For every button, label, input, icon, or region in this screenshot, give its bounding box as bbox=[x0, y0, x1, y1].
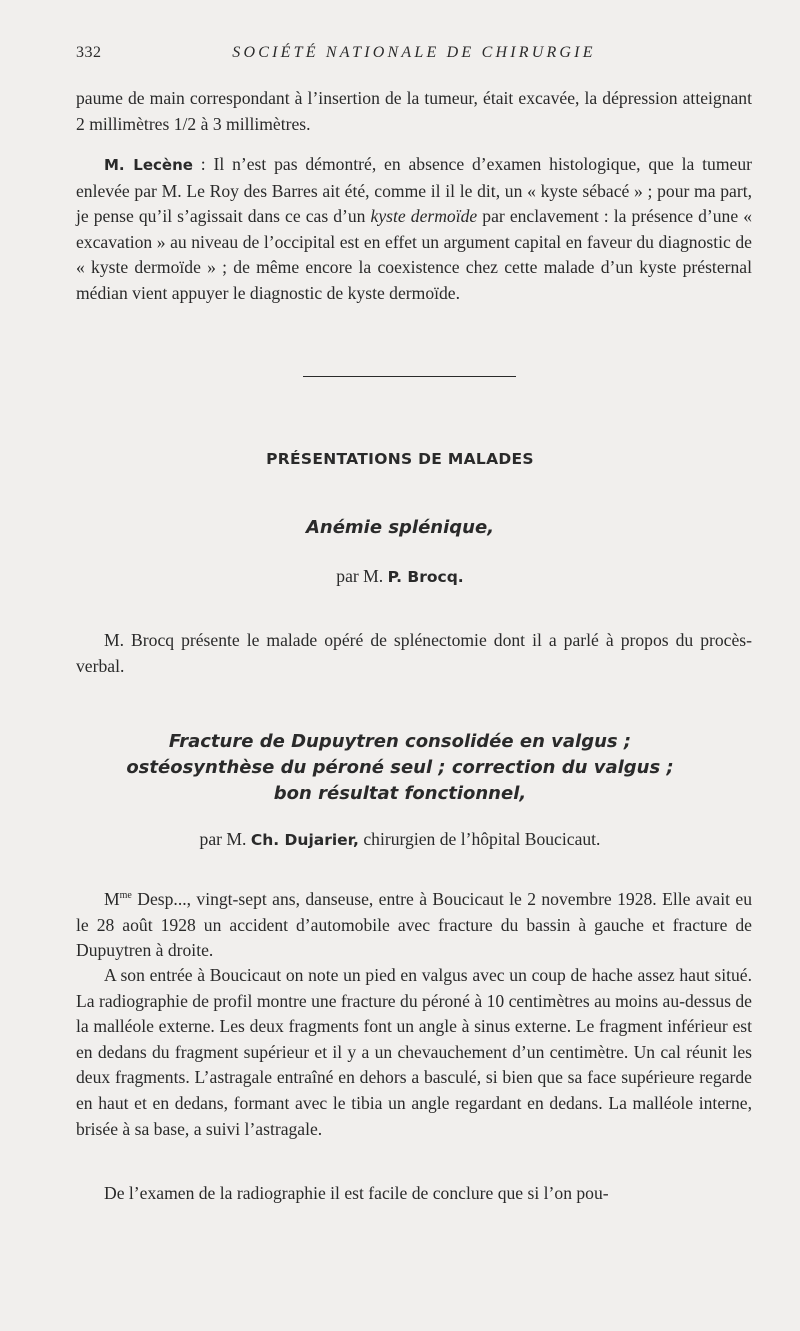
case2-paragraph-1 bbox=[76, 887, 752, 964]
journal-title: SOCIÉTÉ NATIONALE DE CHIRURGIE bbox=[232, 44, 596, 61]
case2-title-line-2: ostéosynthèse du péroné seul ; correction du valgus ; bbox=[126, 757, 674, 778]
speaker-name: M. Lecène bbox=[104, 156, 193, 174]
page-number: 332 bbox=[76, 44, 102, 61]
case1-paragraph: M. Brocq présente le malade opéré de splénectomie dont il a parlé à propos du procès-verbal. bbox=[76, 630, 752, 676]
case2-title-line-3: bon résultat fonctionnel, bbox=[273, 783, 527, 804]
reply-text-2: par enclavement : la présence d’une « excavation » au niveau de l’occipital est en effet un argument capital en faveur du diagnostic de « kyste dermoïde » ; de même encore la coexistence chez cette malade d’un kyste présternal médian vient appuyer le diagnostic de kyste dermoïde. bbox=[76, 206, 753, 303]
byline-suffix: chirurgien de l’hôpital Boucicaut. bbox=[358, 829, 601, 849]
case2-paragraph-1-text: Desp..., vingt-sept ans, danseuse, entre à Boucicaut le 2 novembre 1928. Elle avait eu le 28 août 1928 un accident d’automobile avec fracture du bassin à gauche et fracture de Dupuytren à droite. bbox=[76, 889, 752, 961]
byline-prefix: par M. bbox=[199, 829, 251, 849]
case1-byline bbox=[0, 566, 800, 587]
reply-italic-term: kyste dermoïde bbox=[370, 206, 478, 227]
continued-paragraph: paume de main correspondant à l’insertion de la tumeur, était excavée, la dépression atteignant 2 millimètres 1/2 à 3 millimètres. bbox=[76, 88, 752, 134]
byline-prefix: par M. bbox=[336, 566, 388, 586]
section-heading: PRÉSENTATIONS DE MALADES bbox=[266, 450, 534, 468]
section-divider bbox=[303, 376, 516, 377]
case2-title bbox=[0, 729, 800, 807]
patient-title-superscript: me bbox=[119, 890, 132, 902]
patient-title: M bbox=[104, 889, 120, 909]
case2-title-line-1: Fracture de Dupuytren consolidée en valgus ; bbox=[168, 731, 632, 752]
case2-byline bbox=[0, 829, 800, 850]
byline-author: P. Brocq. bbox=[387, 568, 464, 586]
case2-paragraph-2: A son entrée à Boucicaut on note un pied en valgus avec un coup de hache assez haut situé. La radiographie de profil montre une fracture du péroné à 10 centimètres au moins au-dessus de la malléole externe. Les deux fragments font un angle à sinus externe. Le fragment inférieur est en dedans du fragment supérieur et il y a un chevauchement d’un centimètre. Un cal réunit les deux fragments. L’astragale entraîné en dehors a basculé, si bien que sa face supérieure regarde en haut et en dedans, formant avec le tibia un angle regardant en dedans. La malléole interne, brisée à sa base, a suivi l’astragale. bbox=[76, 965, 752, 1139]
byline-author: Ch. Dujarier, bbox=[250, 831, 359, 849]
case2-paragraph-3: De l’examen de la radiographie il est facile de conclure que si l’on pou- bbox=[104, 1183, 609, 1203]
running-head bbox=[76, 44, 752, 66]
lecene-reply-paragraph bbox=[76, 152, 752, 307]
case1-title: Anémie splénique, bbox=[305, 517, 495, 538]
reply-text-1: : Il n’est pas démontré, en absence d’examen histologique, que la tumeur enlevée par M. Le Roy des Barres ait été, comme il il le dit, un « kyste sébacé » ; pour ma part, je pense qu’il s’agissait dans ce cas d’un bbox=[76, 154, 753, 227]
